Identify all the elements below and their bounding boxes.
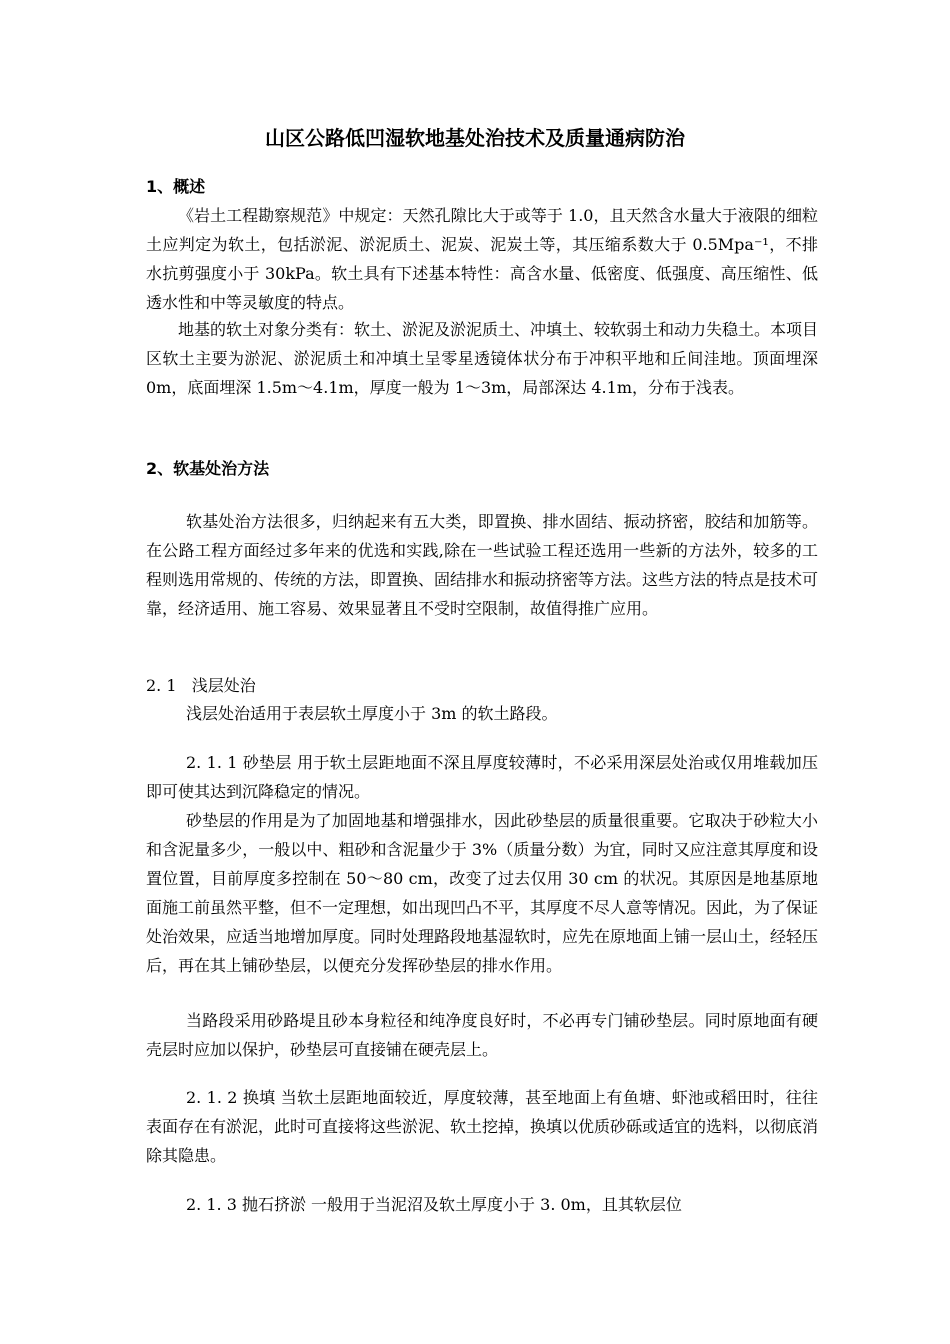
subsection-2-1-1-paragraph-3: 当路段采用砂路堤且砂本身粒径和纯净度良好时，不必再专门铺砂垫层。同时原地面有硬壳层时应加以保护，砂垫层可直接铺在硬壳层上。 [146, 1011, 818, 1059]
subsection-2-1-1-paragraph-1: 2. 1. 1 砂垫层 用于软土层距地面不深且厚度较薄时，不必采用深层处治或仅用堆载加压即可使其达到沉降稳定的情况。 [146, 753, 818, 801]
section-2-heading: 2、软基处治方法 [146, 459, 270, 478]
subsection-2-1-paragraph: 浅层处治适用于表层软土厚度小于 3m 的软土路段。 [186, 704, 558, 723]
subsection-2-1-heading: 2. 1 浅层处治 [146, 676, 256, 695]
section-1-heading: 1、概述 [146, 177, 206, 196]
subsection-2-1-2-paragraph: 2. 1. 2 换填 当软土层距地面较近，厚度较薄，甚至地面上有鱼塘、虾池或稻田时，往往表面存在有淤泥，此时可直接将这些淤泥、软土挖掉，换填以优质砂砾或适宜的选料，以彻底消除其隐患。 [146, 1088, 819, 1165]
section-1-paragraph-2: 地基的软土对象分类有：软土、淤泥及淤泥质土、冲填土、较软弱土和动力失稳土。本项目区软土主要为淤泥、淤泥质土和冲填土呈零星透镜体状分布于冲积平地和丘间洼地。顶面埋深 0m，底面埋深 1.5m～4.1m，厚度一般为 1～3m，局部深达 4.1m，分布于浅表。 [146, 320, 819, 397]
subsection-2-1-1-paragraph-2: 砂垫层的作用是为了加固地基和增强排水，因此砂垫层的质量很重要。它取决于砂粒大小和含泥量多少，一般以中、粗砂和含泥量少于 3%（质量分数）为宜，同时又应注意其厚度和设置位置，目前厚度多控制在 50～80 cm，改变了过去仅用 30 cm 的状况。其原因是地基原地面施工前虽然平整，但不一定理想，如出现凹凸不平，其厚度不尽人意等情况。因此，为了保证处治效果，应适当地增加厚度。同时处理路段地基湿软时，应先在原地面上铺一层山土，经轻压后，再在其上铺砂垫层，以便充分发挥砂垫层的排水作用。 [146, 811, 819, 975]
subsection-2-1-3-paragraph: 2. 1. 3 抛石挤淤 一般用于当泥沼及软土厚度小于 3. 0m，且其软层位 [186, 1195, 682, 1214]
page-title: 山区公路低凹湿软地基处治技术及质量通病防治 [265, 126, 685, 150]
section-2-paragraph-1: 软基处治方法很多，归纳起来有五大类，即置换、排水固结、振动挤密，胶结和加筋等。在公路工程方面经过多年来的优选和实践,除在一些试验工程还选用一些新的方法外，较多的工程则选用常规的、传统的方法，即置换、固结排水和振动挤密等方法。这些方法的特点是技术可靠，经济适用、施工容易、效果显著且不受时空限制，故值得推广应用。 [146, 512, 819, 618]
section-1-paragraph-1: 《岩土工程勘察规范》中规定：天然孔隙比大于或等于 1.0，且天然含水量大于液限的细粒土应判定为软土，包括淤泥、淤泥质土、泥炭、泥炭土等，其压缩系数大于 0.5Mpa⁻¹，不排水抗剪强度小于 30kPa。软土具有下述基本特性：高含水量、低密度、低强度、高压缩性、低透水性和中等灵敏度的特点。 [146, 206, 818, 312]
